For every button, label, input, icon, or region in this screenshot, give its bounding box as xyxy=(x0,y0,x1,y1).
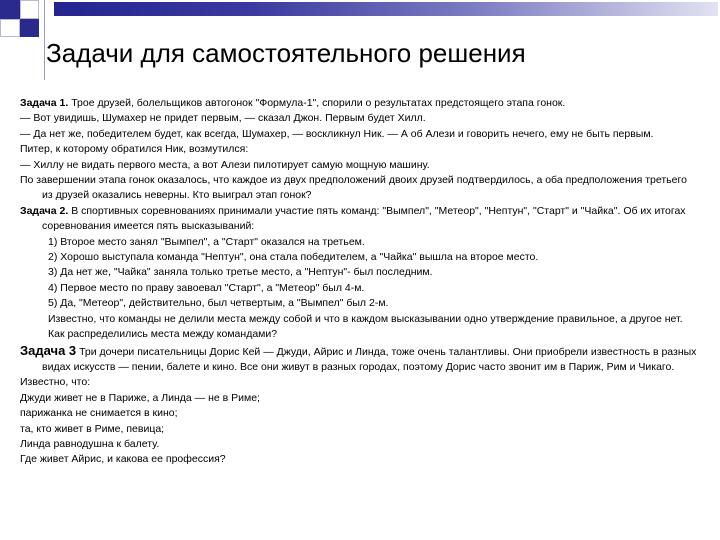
task3-label: Задача 3 xyxy=(20,342,77,358)
task2-item: 2) Хорошо выступала команда "Нептун", она стала победителем, а "Чайка" вышла на второе место. xyxy=(48,251,539,264)
task2-label: Задача 2. xyxy=(20,204,69,217)
corner-square-dark-bottom xyxy=(20,19,39,37)
task1-line: Питер, к которому обратился Ник, возмутился: xyxy=(20,143,249,156)
task3-line: парижанка не снимается в кино; xyxy=(20,407,178,420)
task1-line: — Да нет же, победителем будет, как всегда, Шумахер, — воскликнул Ник. — А об Алези и говорить нечего, ему не быть первым. xyxy=(20,127,654,140)
task2-item: 5) Да, "Метеор", действительно, был четвертым, а "Вымпел" был 2-м. xyxy=(48,297,389,310)
task1-intro xyxy=(20,96,700,111)
task2-question: Как распределились места между командами? xyxy=(48,328,278,341)
page-title: Задачи для самостоятельного решения xyxy=(46,38,526,68)
task3-line: Где живет Айрис, и какова ее профессия? xyxy=(20,453,226,466)
task2-note: Известно, что команды не делили места между собой и что в каждом высказывании одно утверждение правильное, а другое нет. xyxy=(48,312,683,325)
task3-intro-text: Три дочери писательницы Дорис Кей — Джуди, Айрис и Линда, тоже очень талантливы. Они приобрели известность в разных видах искусств — пении, балете и кино. Все они живут в разных городах, поэтому Дорис часто звонит им в Париж, Рим и Чикаго. xyxy=(42,345,697,373)
corner-square-light-top xyxy=(20,0,39,19)
corner-square-dark-top xyxy=(0,0,20,19)
task3-line: та, кто живет в Риме, певица; xyxy=(20,422,165,435)
task1-intro-text: Трое друзей, болельщиков автогонок "Формула-1", спорили о результатах предстоящего этапа гонок. xyxy=(68,97,566,109)
task1-line: — Хиллу не видать первого места, а вот Алези пилотирует самую мощную машину. xyxy=(20,158,430,171)
task1-line: — Вот увидишь, Шумахер не придет первым, — сказал Джон. Первым будет Хилл. xyxy=(20,112,426,125)
slide-content xyxy=(20,96,700,468)
task2-item: 3) Да нет же, "Чайка" заняла только третье место, а "Нептун"- был последним. xyxy=(48,266,433,279)
task1-label: Задача 1. xyxy=(20,97,69,109)
task2-item: 4) Первое место по праву завоевал "Старт", а "Метеор" был 4-м. xyxy=(48,281,365,294)
task2-intro-text: В спортивных соревнованиях принимали участие пять команд: "Вымпел", "Метеор", "Нептун", "Старт" и "Чайка". Об их итогах соревнования имеется пять высказываний: xyxy=(42,204,686,233)
task3-line: Известно, что: xyxy=(20,376,91,389)
task3-line: Джуди живет не в Париже, а Линда — не в Риме; xyxy=(20,391,260,404)
task1-line: По завершении этапа гонок оказалось, что каждое из двух предположений двоих друзей подтвердилось, а оба предположения третьего из друзей оказались неверны. Кто выиграл этап гонок? xyxy=(20,174,687,202)
header-divider-line xyxy=(44,0,45,80)
corner-square-light-bottom xyxy=(0,19,20,37)
task3-line: Линда равнодушна к балету. xyxy=(20,437,160,450)
task3-intro xyxy=(20,343,700,376)
task2-item: 1) Второе место занял "Вымпел", а "Старт" оказался на третьем. xyxy=(48,235,365,248)
header-gradient-bar xyxy=(54,2,718,16)
task2-intro xyxy=(20,204,700,235)
